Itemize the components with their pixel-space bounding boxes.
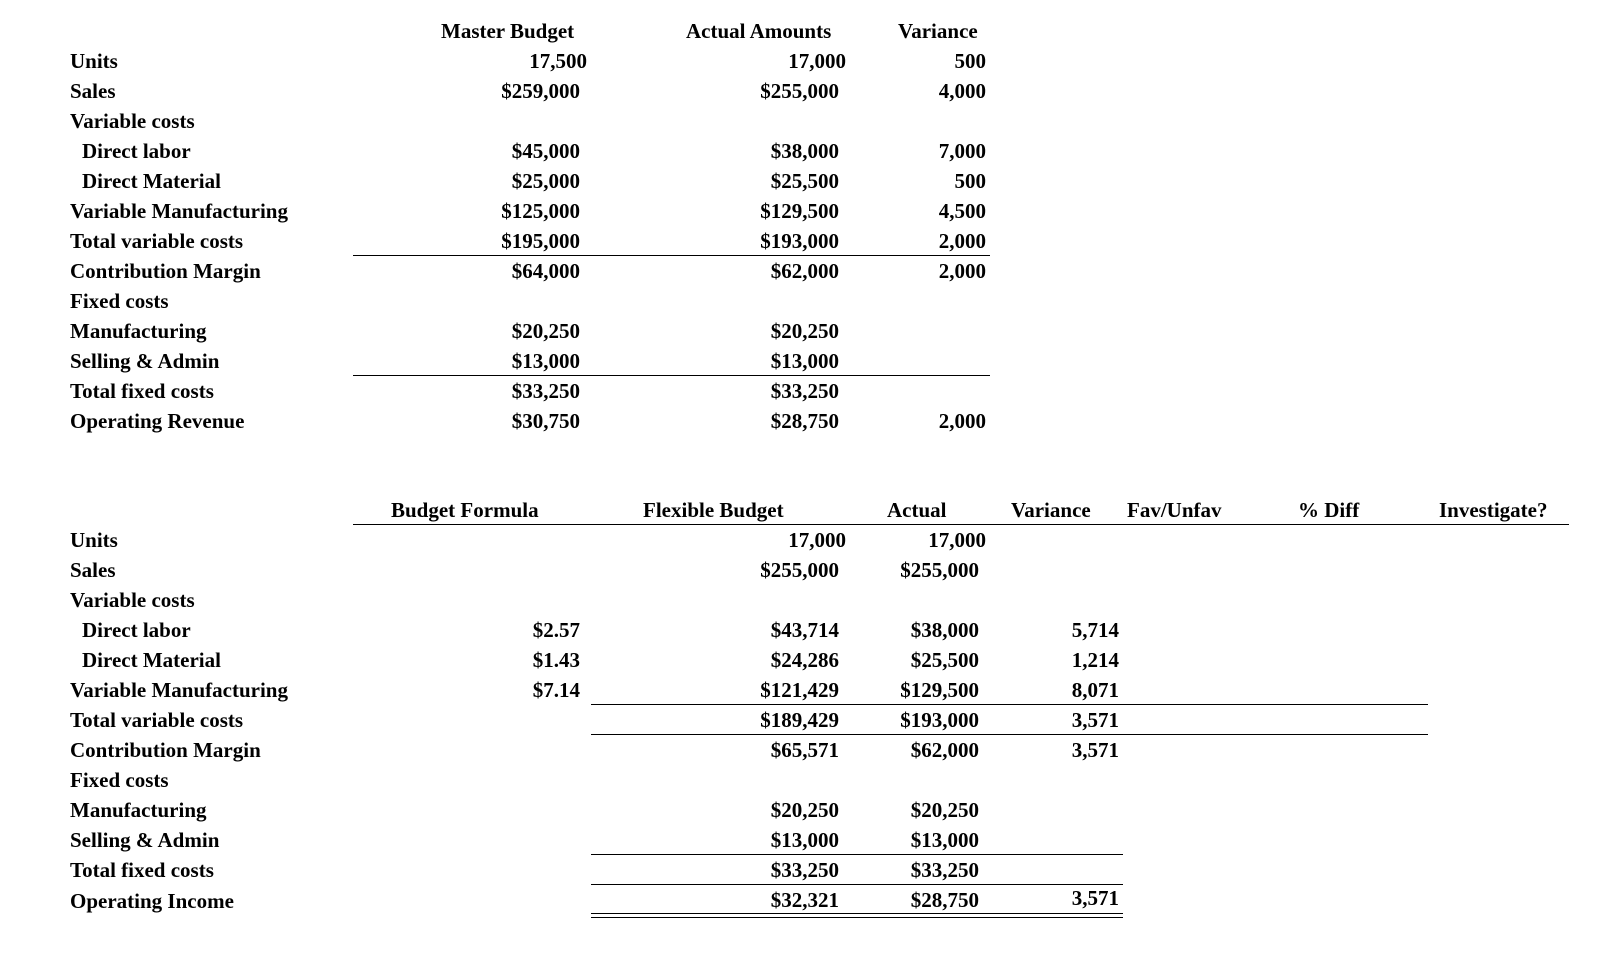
master-budget-cell: $25,000 — [511, 169, 580, 193]
actual-cell: $25,500 — [910, 648, 979, 672]
row-label: Direct Material — [82, 169, 221, 193]
variance-cell: 7,000 — [938, 139, 986, 163]
row-label: Fixed costs — [70, 289, 169, 313]
flexible-budget-header: Flexible Budget — [643, 498, 784, 522]
variance-header: Variance — [1011, 498, 1091, 522]
row-label: Units — [70, 49, 118, 73]
variance-cell: 2,000 — [938, 229, 986, 253]
budget-formula-cell: $2.57 — [532, 618, 580, 642]
flexible-budget-cell: $121,429 — [760, 678, 839, 702]
budget-formula-header: Budget Formula — [391, 498, 539, 522]
variance-cell: 4,500 — [938, 199, 986, 223]
row-label: Total fixed costs — [70, 858, 214, 882]
actual-amount-cell: $62,000 — [770, 259, 839, 283]
row-label: Total variable costs — [70, 229, 244, 253]
variance-cell: 2,000 — [938, 409, 986, 433]
total-underline — [353, 255, 990, 256]
actual-amount-cell: $255,000 — [760, 79, 839, 103]
variance-cell: 2,000 — [938, 259, 986, 283]
master-budget-cell: $195,000 — [501, 229, 580, 253]
actual-header: Actual — [887, 498, 947, 522]
row-label: Direct labor — [82, 139, 191, 163]
variance-cell: 4,000 — [938, 79, 986, 103]
actual-cell: $28,750 — [910, 888, 979, 912]
master-budget-cell: 17,500 — [529, 49, 587, 73]
master-budget-cell: $125,000 — [501, 199, 580, 223]
master-budget-header: Master Budget — [441, 19, 575, 43]
header-underline — [353, 524, 1569, 525]
row-label: Sales — [70, 79, 116, 103]
master-budget-cell: $45,000 — [511, 139, 580, 163]
actual-amount-cell: 17,000 — [788, 49, 846, 73]
row-label: Fixed costs — [70, 768, 169, 792]
actual-cell: $38,000 — [910, 618, 979, 642]
master-budget-cell: $259,000 — [501, 79, 580, 103]
row-label: Contribution Margin — [70, 738, 261, 762]
flexible-budget-cell: 17,000 — [788, 528, 846, 552]
row-label: Direct labor — [82, 618, 191, 642]
total-underline — [591, 704, 1428, 705]
row-label: Operating Revenue — [70, 409, 245, 433]
fav-unfav-header: Fav/Unfav — [1127, 498, 1222, 522]
flexible-budget-cell: $65,571 — [770, 738, 839, 762]
variance-cell: 500 — [954, 169, 986, 193]
budget-formula-cell: $7.14 — [532, 678, 580, 702]
actual-amounts-header: Actual Amounts — [686, 19, 832, 43]
flexible-budget-cell: $24,286 — [770, 648, 839, 672]
flexible-budget-cell: $13,000 — [770, 828, 839, 852]
pct-diff-header: % Diff — [1298, 498, 1360, 522]
row-label: Manufacturing — [70, 798, 207, 822]
total-underline — [591, 884, 1123, 885]
flexible-budget-cell: $43,714 — [770, 618, 839, 642]
variance-cell: 3,571 — [1071, 738, 1119, 762]
flexible-budget-cell: $33,250 — [770, 858, 839, 882]
variance-cell: 8,071 — [1071, 678, 1119, 702]
row-label: Operating Income — [70, 889, 234, 913]
master-budget-cell: $13,000 — [511, 349, 580, 373]
master-budget-cell: $64,000 — [511, 259, 580, 283]
row-label: Direct Material — [82, 648, 221, 672]
row-label: Total fixed costs — [70, 379, 214, 403]
investigate-header: Investigate? — [1439, 498, 1548, 522]
variance-header: Variance — [898, 19, 978, 43]
row-label: Selling & Admin — [70, 828, 220, 852]
master-budget-cell: $30,750 — [511, 409, 580, 433]
double-underline — [591, 913, 1123, 918]
actual-amount-cell: $129,500 — [760, 199, 839, 223]
row-label: Variable Manufacturing — [70, 199, 288, 223]
row-label: Sales — [70, 558, 116, 582]
row-label: Contribution Margin — [70, 259, 261, 283]
actual-cell: 17,000 — [928, 528, 986, 552]
actual-amount-cell: $38,000 — [770, 139, 839, 163]
actual-amount-cell: $25,500 — [770, 169, 839, 193]
master-budget-cell: $33,250 — [511, 379, 580, 403]
variance-cell: 5,714 — [1071, 618, 1119, 642]
actual-cell: $129,500 — [900, 678, 979, 702]
actual-amount-cell: $13,000 — [770, 349, 839, 373]
row-label: Total variable costs — [70, 708, 244, 732]
actual-cell: $20,250 — [910, 798, 979, 822]
actual-cell: $13,000 — [910, 828, 979, 852]
master-budget-cell: $20,250 — [511, 319, 580, 343]
row-label: Selling & Admin — [70, 349, 220, 373]
row-label: Variable costs — [70, 109, 195, 133]
actual-amount-cell: $193,000 — [760, 229, 839, 253]
row-label: Variable Manufacturing — [70, 678, 288, 702]
actual-amount-cell: $33,250 — [770, 379, 839, 403]
flexible-budget-cell: $189,429 — [760, 708, 839, 732]
row-label: Units — [70, 528, 118, 552]
flexible-budget-cell: $20,250 — [770, 798, 839, 822]
total-underline — [353, 375, 990, 376]
budget-formula-cell: $1.43 — [532, 648, 580, 672]
total-underline — [591, 734, 1428, 735]
actual-cell: $33,250 — [910, 858, 979, 882]
actual-cell: $255,000 — [900, 558, 979, 582]
variance-cell: 1,214 — [1071, 648, 1119, 672]
actual-cell: $193,000 — [900, 708, 979, 732]
flexible-budget-cell: $255,000 — [760, 558, 839, 582]
variance-cell: 3,571 — [1071, 708, 1119, 732]
row-label: Variable costs — [70, 588, 195, 612]
actual-amount-cell: $28,750 — [770, 409, 839, 433]
actual-amount-cell: $20,250 — [770, 319, 839, 343]
total-underline — [591, 854, 1123, 855]
variance-cell: 500 — [954, 49, 986, 73]
flexible-budget-cell: $32,321 — [770, 888, 839, 912]
variance-cell: 3,571 — [1071, 886, 1119, 910]
actual-cell: $62,000 — [910, 738, 979, 762]
row-label: Manufacturing — [70, 319, 207, 343]
